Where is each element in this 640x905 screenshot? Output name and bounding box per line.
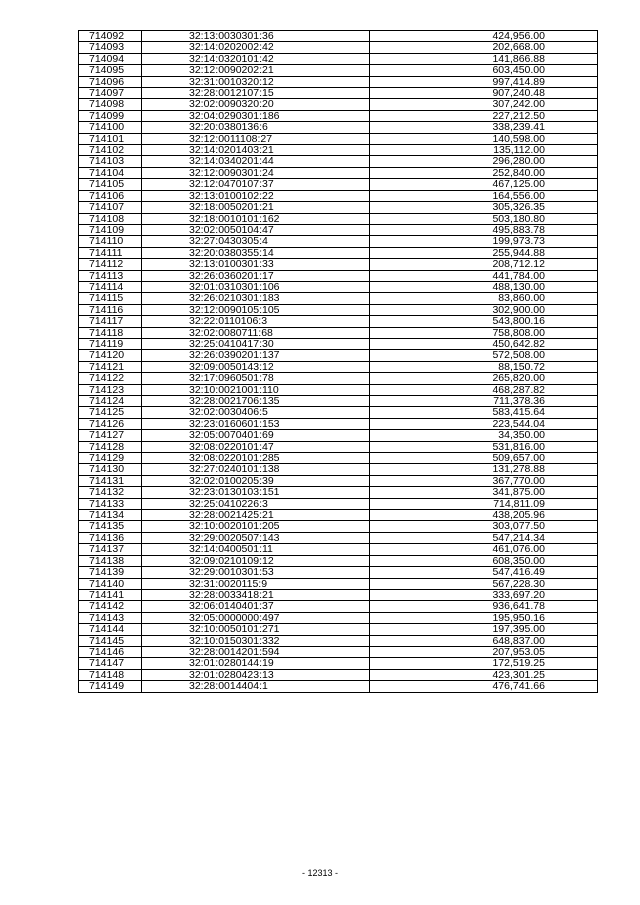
cadastral-number-cell: 32:02:0080711:68 [142,327,370,338]
table-row [79,407,598,418]
cadastral-number-cell: 32:25:0410226:3 [142,498,370,509]
value-cell: 305,326.35 [370,202,598,213]
table-row [79,521,598,532]
cadastral-number-cell: 32:14:0201403:21 [142,145,370,156]
table-row [79,487,598,498]
cadastral-number-cell: 32:28:0021706:135 [142,396,370,407]
cadastral-number-cell: 32:10:0150301:332 [142,635,370,646]
table-row [79,441,598,452]
value-cell: 333,697.20 [370,589,598,600]
row-number-cell: 714130 [79,464,142,475]
value-cell: 424,956.00 [370,31,598,42]
value-cell: 583,415.64 [370,407,598,418]
value-cell: 197,395.00 [370,624,598,635]
cadastral-number-cell: 32:12:0090202:21 [142,65,370,76]
table-row [79,31,598,42]
row-number-cell: 714093 [79,42,142,53]
table-row [79,338,598,349]
value-cell: 265,820.00 [370,373,598,384]
row-number-cell: 714116 [79,304,142,315]
table-row [79,544,598,555]
table-row [79,589,598,600]
row-number-cell: 714117 [79,316,142,327]
value-cell: 567,228.30 [370,578,598,589]
cadastral-number-cell: 32:09:0050143:12 [142,361,370,372]
row-number-cell: 714111 [79,247,142,258]
row-number-cell: 714149 [79,681,142,692]
value-cell: 531,816.00 [370,441,598,452]
row-number-cell: 714112 [79,259,142,270]
row-number-cell: 714121 [79,361,142,372]
cadastral-number-cell: 32:12:0470107:37 [142,179,370,190]
value-cell: 450,642.82 [370,338,598,349]
table-row [79,281,598,292]
value-cell: 503,180.80 [370,213,598,224]
table-row [79,681,598,692]
row-number-cell: 714110 [79,236,142,247]
row-number-cell: 714141 [79,589,142,600]
row-number-cell: 714119 [79,338,142,349]
value-cell: 367,770.00 [370,475,598,486]
cadastral-number-cell: 32:09:0210109:12 [142,555,370,566]
row-number-cell: 714104 [79,167,142,178]
table-row [79,384,598,395]
value-cell: 223,544.04 [370,418,598,429]
cadastral-number-cell: 32:05:0000000:497 [142,612,370,623]
cadastral-number-cell: 32:26:0390201:137 [142,350,370,361]
cadastral-number-cell: 32:31:0020115:9 [142,578,370,589]
row-number-cell: 714148 [79,669,142,680]
table-row [79,327,598,338]
cadastral-number-cell: 32:12:0090105:105 [142,304,370,315]
row-number-cell: 714096 [79,76,142,87]
table-row [79,498,598,509]
table-row [79,567,598,578]
row-number-cell: 714127 [79,430,142,441]
value-cell: 441,784.00 [370,270,598,281]
table-row [79,236,598,247]
table-row [79,259,598,270]
cadastral-number-cell: 32:23:0130103:151 [142,487,370,498]
cadastral-number-cell: 32:23:0160601:153 [142,418,370,429]
cadastral-number-cell: 32:02:0030406:5 [142,407,370,418]
cadastral-number-cell: 32:02:0090320:20 [142,99,370,110]
value-cell: 997,414.89 [370,76,598,87]
value-cell: 88,150.72 [370,361,598,372]
row-number-cell: 714098 [79,99,142,110]
cadastral-number-cell: 32:06:0140401:37 [142,601,370,612]
cadastral-number-cell: 32:29:0020507:143 [142,532,370,543]
value-cell: 164,556.00 [370,190,598,201]
table-row [79,350,598,361]
row-number-cell: 714140 [79,578,142,589]
row-number-cell: 714114 [79,281,142,292]
value-cell: 302,900.00 [370,304,598,315]
table-row [79,133,598,144]
value-cell: 758,808.00 [370,327,598,338]
value-cell: 467,125.00 [370,179,598,190]
cadastral-number-cell: 32:28:0021425:21 [142,510,370,521]
value-cell: 208,712.12 [370,259,598,270]
row-number-cell: 714109 [79,224,142,235]
table-row [79,122,598,133]
table-row [79,270,598,281]
row-number-cell: 714095 [79,65,142,76]
value-cell: 648,837.00 [370,635,598,646]
table-row [79,224,598,235]
value-cell: 547,416.49 [370,567,598,578]
table-row [79,179,598,190]
cadastral-number-cell: 32:14:0400501:11 [142,544,370,555]
table-row [79,99,598,110]
row-number-cell: 714126 [79,418,142,429]
row-number-cell: 714139 [79,567,142,578]
table-row [79,213,598,224]
cadastral-number-cell: 32:20:0380355:14 [142,247,370,258]
cadastral-number-cell: 32:28:0014404:1 [142,681,370,692]
row-number-cell: 714137 [79,544,142,555]
value-cell: 195,950.16 [370,612,598,623]
table-row [79,88,598,99]
cadastral-number-cell: 32:01:0310301:106 [142,281,370,292]
table-row [79,418,598,429]
row-number-cell: 714133 [79,498,142,509]
row-number-cell: 714122 [79,373,142,384]
row-number-cell: 714106 [79,190,142,201]
value-cell: 202,668.00 [370,42,598,53]
table-row [79,167,598,178]
table-row [79,669,598,680]
row-number-cell: 714131 [79,475,142,486]
value-cell: 131,278.88 [370,464,598,475]
table-row [79,156,598,167]
table-row [79,76,598,87]
table-row [79,635,598,646]
row-number-cell: 714138 [79,555,142,566]
value-cell: 207,953.05 [370,646,598,657]
row-number-cell: 714123 [79,384,142,395]
cadastral-number-cell: 32:02:0100205:39 [142,475,370,486]
cadastral-number-cell: 32:28:0014201:594 [142,646,370,657]
row-number-cell: 714135 [79,521,142,532]
value-cell: 547,214.34 [370,532,598,543]
table-row [79,532,598,543]
row-number-cell: 714145 [79,635,142,646]
table-row [79,646,598,657]
cadastral-number-cell: 32:13:0100102:22 [142,190,370,201]
cadastral-number-cell: 32:13:0100301:33 [142,259,370,270]
table-row [79,475,598,486]
value-cell: 608,350.00 [370,555,598,566]
cadastral-number-cell: 32:17:0960501:78 [142,373,370,384]
table-row [79,65,598,76]
value-cell: 936,641.78 [370,601,598,612]
row-number-cell: 714132 [79,487,142,498]
table-row [79,373,598,384]
cadastral-number-cell: 32:01:0280144:19 [142,658,370,669]
row-number-cell: 714115 [79,293,142,304]
table-row [79,430,598,441]
value-cell: 438,205.96 [370,510,598,521]
value-cell: 83,860.00 [370,293,598,304]
value-cell: 140,598.00 [370,133,598,144]
page-number: - 12313 - [301,868,339,878]
cadastral-number-cell: 32:08:0220101:47 [142,441,370,452]
value-cell: 307,242.00 [370,99,598,110]
value-cell: 543,800.16 [370,316,598,327]
row-number-cell: 714134 [79,510,142,521]
cadastral-number-cell: 32:18:0050201:21 [142,202,370,213]
value-cell: 711,378.36 [370,396,598,407]
table-row [79,453,598,464]
row-number-cell: 714128 [79,441,142,452]
cadastral-number-cell: 32:27:0240101:138 [142,464,370,475]
table-row [79,316,598,327]
value-cell: 252,840.00 [370,167,598,178]
value-cell: 476,741.66 [370,681,598,692]
value-cell: 495,883.78 [370,224,598,235]
table-row [79,42,598,53]
cadastral-number-cell: 32:05:0070401:69 [142,430,370,441]
table-row [79,578,598,589]
value-cell: 714,811.09 [370,498,598,509]
value-cell: 135,112.00 [370,145,598,156]
row-number-cell: 714102 [79,145,142,156]
row-number-cell: 714144 [79,624,142,635]
row-number-cell: 714124 [79,396,142,407]
table-row [79,555,598,566]
value-cell: 423,301.25 [370,669,598,680]
value-cell: 338,239.41 [370,122,598,133]
cadastral-number-cell: 32:01:0280423:13 [142,669,370,680]
table-row [79,658,598,669]
row-number-cell: 714092 [79,31,142,42]
value-cell: 34,350.00 [370,430,598,441]
cadastral-number-cell: 32:27:0430305:4 [142,236,370,247]
cadastral-number-cell: 32:26:0210301:183 [142,293,370,304]
value-cell: 341,875.00 [370,487,598,498]
cadastral-number-cell: 32:12:0090301:24 [142,167,370,178]
table-row [79,464,598,475]
value-cell: 509,657.00 [370,453,598,464]
cadastral-number-cell: 32:14:0340201:44 [142,156,370,167]
cadastral-number-cell: 32:04:0290301:186 [142,110,370,121]
row-number-cell: 714097 [79,88,142,99]
row-number-cell: 714100 [79,122,142,133]
row-number-cell: 714146 [79,646,142,657]
cadastral-number-cell: 32:10:0021001:110 [142,384,370,395]
table-row [79,612,598,623]
cadastral-number-cell: 32:10:0050101:271 [142,624,370,635]
table-row [79,396,598,407]
row-number-cell: 714103 [79,156,142,167]
value-cell: 296,280.00 [370,156,598,167]
table-row [79,145,598,156]
value-cell: 468,287.82 [370,384,598,395]
value-cell: 172,519.25 [370,658,598,669]
row-number-cell: 714125 [79,407,142,418]
value-cell: 907,240.48 [370,88,598,99]
cadastral-number-cell: 32:14:0320101:42 [142,53,370,64]
row-number-cell: 714094 [79,53,142,64]
cadastral-number-cell: 32:12:0011108:27 [142,133,370,144]
cadastral-number-cell: 32:28:0012107:15 [142,88,370,99]
row-number-cell: 714105 [79,179,142,190]
table-body [79,31,598,693]
cadastral-value-table [78,30,598,693]
value-cell: 199,973.73 [370,236,598,247]
table-row [79,202,598,213]
value-cell: 603,450.00 [370,65,598,76]
cadastral-number-cell: 32:20:0380136:6 [142,122,370,133]
table-row [79,110,598,121]
row-number-cell: 714099 [79,110,142,121]
value-cell: 255,944.88 [370,247,598,258]
row-number-cell: 714120 [79,350,142,361]
cadastral-number-cell: 32:28:0033418:21 [142,589,370,600]
cadastral-number-cell: 32:18:0010101:162 [142,213,370,224]
table-row [79,190,598,201]
row-number-cell: 714143 [79,612,142,623]
value-cell: 488,130.00 [370,281,598,292]
row-number-cell: 714142 [79,601,142,612]
cadastral-number-cell: 32:10:0020101:205 [142,521,370,532]
table-row [79,361,598,372]
cadastral-number-cell: 32:14:0202002:42 [142,42,370,53]
row-number-cell: 714107 [79,202,142,213]
row-number-cell: 714118 [79,327,142,338]
value-cell: 227,212.50 [370,110,598,121]
value-cell: 572,508.00 [370,350,598,361]
table-row [79,624,598,635]
row-number-cell: 714129 [79,453,142,464]
cadastral-number-cell: 32:26:0360201:17 [142,270,370,281]
cadastral-number-cell: 32:31:0010320:12 [142,76,370,87]
cadastral-number-cell: 32:02:0050104:47 [142,224,370,235]
table-row [79,510,598,521]
cadastral-number-cell: 32:25:0410417:30 [142,338,370,349]
table-row [79,293,598,304]
table-row [79,601,598,612]
value-cell: 141,866.88 [370,53,598,64]
data-table-container [78,30,597,693]
table-row [79,247,598,258]
cadastral-number-cell: 32:22:0110106:3 [142,316,370,327]
table-row [79,304,598,315]
value-cell: 303,077.50 [370,521,598,532]
row-number-cell: 714136 [79,532,142,543]
cadastral-number-cell: 32:08:0220101:285 [142,453,370,464]
row-number-cell: 714101 [79,133,142,144]
table-row [79,53,598,64]
value-cell: 461,076.00 [370,544,598,555]
row-number-cell: 714113 [79,270,142,281]
cadastral-number-cell: 32:29:0010301:53 [142,567,370,578]
cadastral-number-cell: 32:13:0030301:36 [142,31,370,42]
row-number-cell: 714108 [79,213,142,224]
row-number-cell: 714147 [79,658,142,669]
